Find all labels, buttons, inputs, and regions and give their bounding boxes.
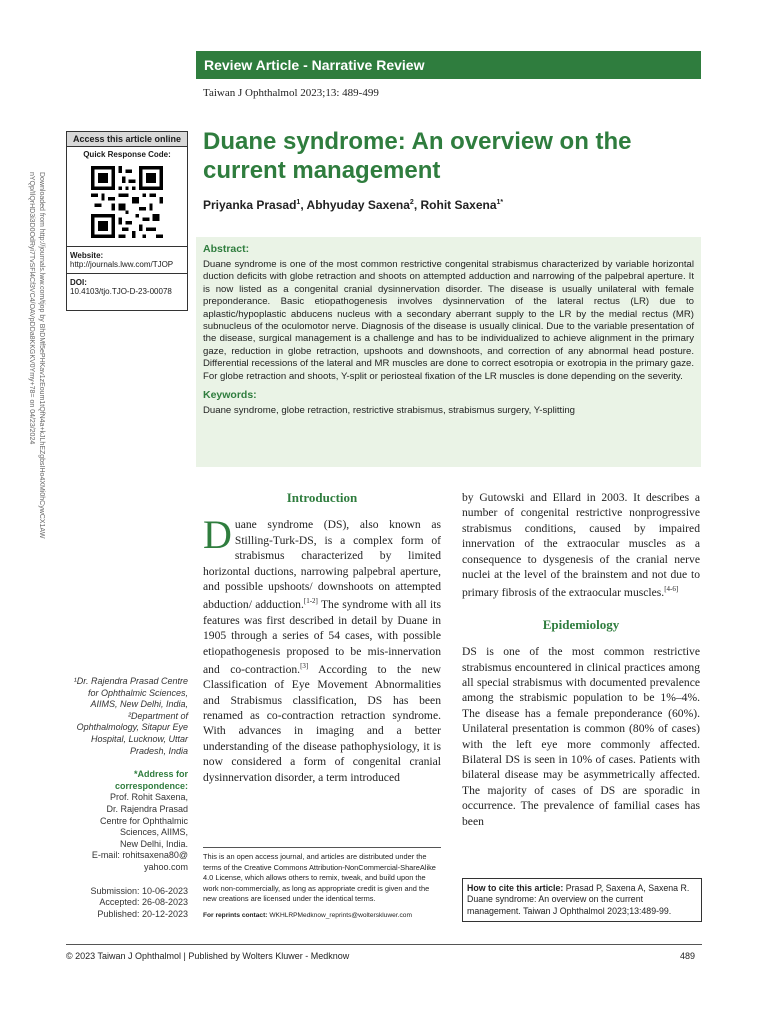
date-accepted: Accepted: 26-08-2023 (99, 897, 188, 908)
access-online-box (66, 131, 188, 311)
section-heading-introduction: Introduction (286, 490, 358, 505)
cite-label: How to cite this article: (467, 883, 564, 893)
citation-ref[interactable]: [1-2] (303, 597, 318, 606)
abstract-heading: Abstract: (203, 243, 250, 255)
epidemiology-paragraph: DS is one of the most common restrictive strabismus encountered in clinical practices among all special strabismus with documented prevalence among the strabismic population to be 1%–4%. The disease has a female preponderance (60%). Unilateral presentation is common (80% of cases) with the left eye more commonly affected. Bilateral DS is seen in 10% of cases. Patients with bilateral disease may be asymmetrically affected. The majority of cases of DS are sporadic in occurrence. The prevalence of familial cases has been (462, 645, 700, 828)
footer-divider (66, 944, 702, 945)
correspondence-email-domain[interactable]: yahoo.com (143, 861, 188, 872)
citation-ref[interactable]: [4-6] (664, 585, 679, 594)
correspondence-line: New Delhi, India. (119, 838, 188, 849)
footer-copyright: © 2023 Taiwan J Ophthalmol | Published by Wolters Kluwer - Medknow (66, 951, 350, 961)
abstract-panel (196, 237, 701, 467)
body-column-right (462, 490, 700, 829)
body-column-left (203, 490, 441, 785)
keywords-heading: Keywords: (203, 389, 257, 402)
reprints-contact: For reprints contact: WKHLRPMedknow_reprints@wolterskluwer.com (203, 911, 412, 919)
license-text: This is an open access journal, and articles are distributed under the terms of the Creative Commons Attribution-NonCommercial-ShareAlike 4.0 License, which allows others to remix, tweak, and build upon the work non-commercially, as long as appropriate credit is given and the new creations are licensed under the identical terms. (203, 852, 436, 904)
affiliation-text: ¹Dr. Rajendra Prasad Centre for Ophthalmic Sciences, AIIMS, New Delhi, India, ²Department of Ophthalmology, Sitapur Eye Hospital, Lucknow, Uttar Pradesh, India (73, 676, 188, 756)
doi-label: DOI: (70, 278, 87, 287)
how-to-cite-box (462, 878, 702, 922)
qr-code-icon[interactable] (91, 166, 163, 238)
date-submission: Submission: 10-06-2023 (90, 885, 188, 896)
drop-cap: D (203, 512, 232, 558)
access-box-title: Access this article online (67, 132, 187, 147)
website-label: Website: (70, 251, 104, 260)
page-number: 489 (680, 951, 696, 961)
author-list: Priyanka Prasad$^1$, Abhyuday Saxena$^2$, Rohit Saxena$^{1*}$ (203, 198, 504, 212)
correspondence-line: Prof. Rohit Saxena, (109, 792, 188, 803)
cite-text: Prasad P, Saxena A, Saxena R. Duane syndrome: An overview on the current management. Taiwan J Ophthalmol 2023;13:489-99. (467, 883, 690, 916)
correspondence-line: Dr. Rajendra Prasad (106, 803, 188, 814)
author-name: Priyanka Prasad (203, 198, 297, 212)
author-name: Abhyuday Saxena (306, 198, 410, 212)
keywords-text: Duane syndrome, globe retraction, restrictive strabismus, strabismus surgery, Y-splitting (203, 405, 575, 417)
article-type-banner: Review Article - Narrative Review (196, 51, 701, 79)
qr-label: Quick Response Code: (83, 150, 171, 159)
license-notice (203, 847, 441, 922)
doi-value[interactable]: 10.4103/tjo.TJO-D-23-00078 (70, 287, 172, 296)
intro-paragraph: Duane syndrome (DS), also known as Stilling-Turk-DS, is a complex form of strabismus characterized by limited horizontal ductions, narrowing palpebral aperture, and possible upshoots/ downshoots on attempted abduction/ adduction.[1-2] The syndrome with all its features was first described in detail by Duane in 1905 through a series of 54 cases, with possible etiopathogenesis proposed to be mis-innervation and co-contraction.[3] According to the new Classification of Eye Movement Abnormalities and Strabismus classification, DS has been renamed as co-contraction retraction syndrome. With advances in imaging and a better understanding of the disease pathophysiology, it is now considered a form of congenital cranial dysinnervation disorder, a term introduced (203, 512, 441, 784)
reprints-email[interactable]: WKHLRPMedknow_reprints@wolterskluwer.com (269, 911, 412, 919)
author-affiliation-marker: 1 (296, 199, 301, 206)
author-affiliation-marker: 1* (496, 199, 504, 206)
download-note: Downloaded from http://journals.lww.com/tjop by BhDMf5ePHKav1zEoum1tQfN4a+kJLhEZgbsIHo4XMi0hCywCX1AW nYQp/IlQrHD3i3D0OdRyi7TvSFl4Cf3VC4/OAVpDDa8KKGKV0Ymy+78= on 04/23/2024 (28, 172, 45, 539)
correspondence-heading: *Address for correspondence: (114, 769, 188, 791)
section-heading-epidemiology: Epidemiology (542, 616, 620, 632)
author-name: Rohit Saxena (420, 198, 497, 212)
correspondence-line: Sciences, AIIMS, (119, 827, 188, 838)
author-affiliation-marker: 2 (409, 199, 414, 206)
website-link[interactable]: http://journals.lww.com/TJOP (70, 260, 174, 269)
article-title: Duane syndrome: An overview on the current management (203, 128, 632, 184)
affiliations (66, 676, 188, 920)
correspondence-line: Centre for Ophthalmic (99, 815, 188, 826)
abstract-text: Duane syndrome is one of the most common restrictive congenital strabismus characterized by variable horizontal duction deficits with globe retraction and shoots on attempted adduction and narrowing of the palpebral aperture. It is now listed as a congenital cranial dysinnervation disorder. The disease is usually unilateral with female preponderance. Basic etiopathogenesis involves dysinnervation of the lateral rectus (LR) due to aplastic/hypoplastic abducens nucleus with a secondary aberrant supply to the LR by the medial rectus (MR) subnucleus of the oculomotor nerve. Diagnosis of the disease is usually clinical. Due to the variable presentation of the disease, surgical management is a challenge and has to be individualized to achieve alignment in the primary gaze, reduction in globe retraction, upshoots and downshoots, and correction of any abnormal head posture. Differential recessions of the lateral and MR muscles are done to correct esotropia or exotropia in the primary gaze. For globe retraction and shoots, Y-split or periosteal fixation of the LR muscles is done depending on the severity. (203, 259, 694, 382)
intro-paragraph-continued: by Gutowski and Ellard in 2003. It describes a number of congenital restrictive nonprogressive strabismus conditions, caused by impaired innervation of the extraocular muscles as a consequence to dysgenesis of the cranial nerve nuclei at the level of the brainstem and not due to primary fibrosis of the extraocular muscles.[4-6] (462, 491, 700, 600)
correspondence-email[interactable]: E-mail: rohitsaxena80@ (91, 850, 188, 861)
journal-reference: Taiwan J Ophthalmol 2023;13: 489-499 (203, 87, 379, 99)
citation-ref[interactable]: [3] (300, 661, 309, 670)
date-published: Published: 20-12-2023 (97, 908, 188, 919)
